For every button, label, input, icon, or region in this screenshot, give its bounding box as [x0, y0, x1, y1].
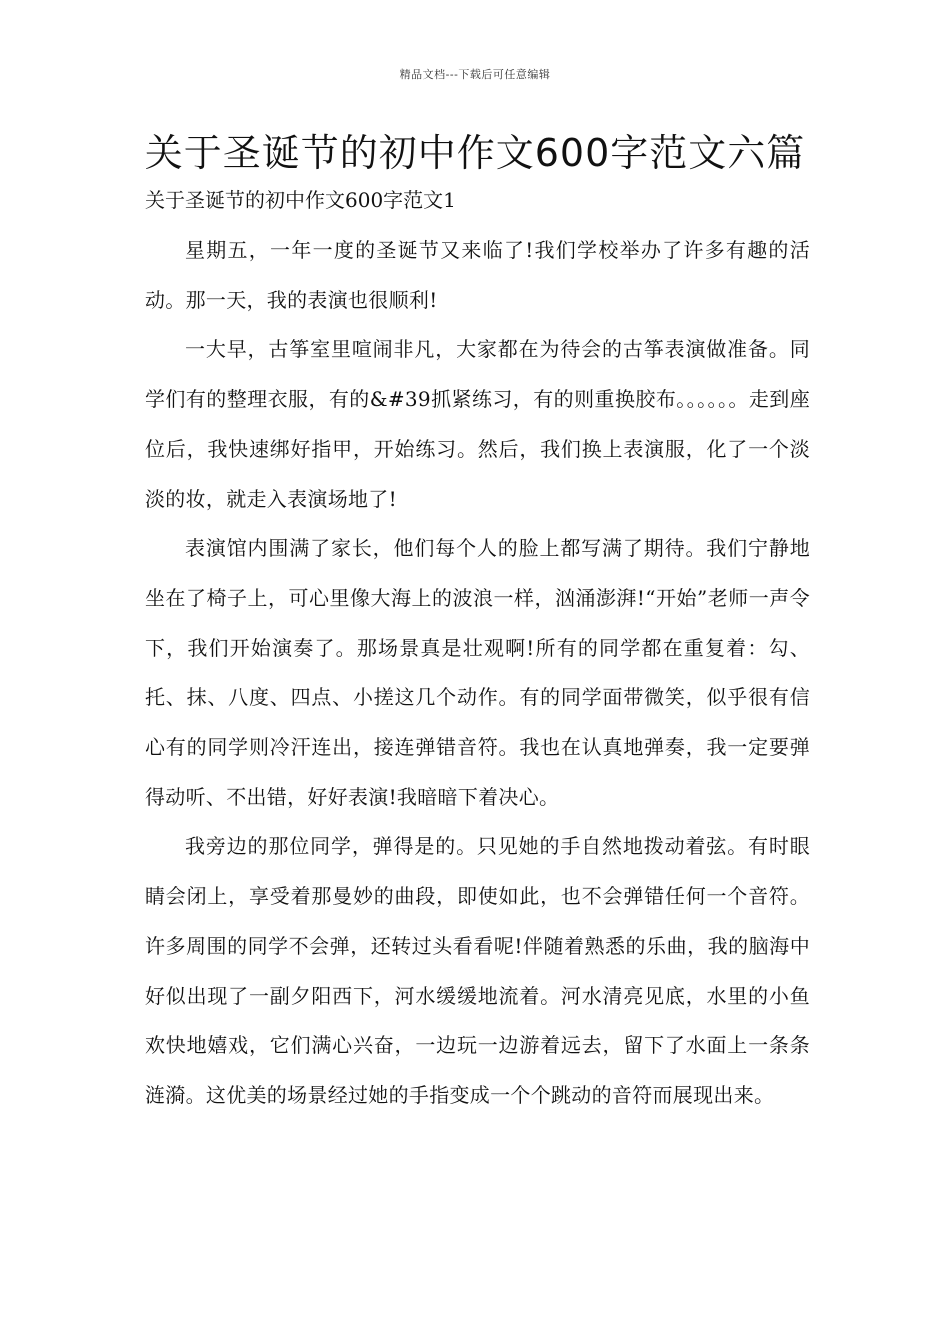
- paragraph: 我旁边的那位同学，弹得是的。只见她的手自然地拨动着弦。有时眼睛会闭上，享受着那曼妙的曲段，即使如此，也不会弹错任何一个音符。许多周围的同学不会弹，还转过头看看呢!伴随着熟悉的乐曲，我的脑海中好似出现了一副夕阳西下，河水缓缓地流着。河水清亮见底，水里的小鱼欢快地嬉戏，它们满心兴奋，一边玩一边游着远去，留下了水面上一条条涟漪。这优美的场景经过她的手指变成一个个跳动的音符而展现出来。: [145, 834, 810, 1107]
- section-subtitle: 关于圣诞节的初中作文600字范文1: [145, 188, 456, 212]
- paragraph: 星期五，一年一度的圣诞节又来临了!我们学校举办了许多有趣的活动。那一天，我的表演也很顺利!: [145, 238, 810, 312]
- paragraph: 一大早，古筝室里喧闹非凡，大家都在为待会的古筝表演做准备。同学们有的整理衣服，有的&#39抓紧练习，有的则重换胶布。。。。。。走到座位后，我快速绑好指甲，开始练习。然后，我们换上表演服，化了一个淡淡的妆，就走入表演场地了!: [145, 337, 810, 511]
- paragraph: 表演馆内围满了家长，他们每个人的脸上都写满了期待。我们宁静地坐在了椅子上，可心里像大海上的波浪一样，汹涌澎湃!“开始”老师一声令下，我们开始演奏了。那场景真是壮观啊!所有的同学都在重复着：勾、托、抹、八度、四点、小搓这几个动作。有的同学面带微笑，似乎很有信心有的同学则冷汗连出，接连弹错音符。我也在认真地弹奏，我一定要弹得动听、不出错，好好表演!我暗暗下着决心。: [145, 536, 810, 809]
- header-note: 精品文档---下载后可任意编辑: [399, 68, 551, 81]
- document-title: 关于圣诞节的初中作文600字范文六篇: [144, 131, 806, 175]
- body-text: [145, 226, 810, 1121]
